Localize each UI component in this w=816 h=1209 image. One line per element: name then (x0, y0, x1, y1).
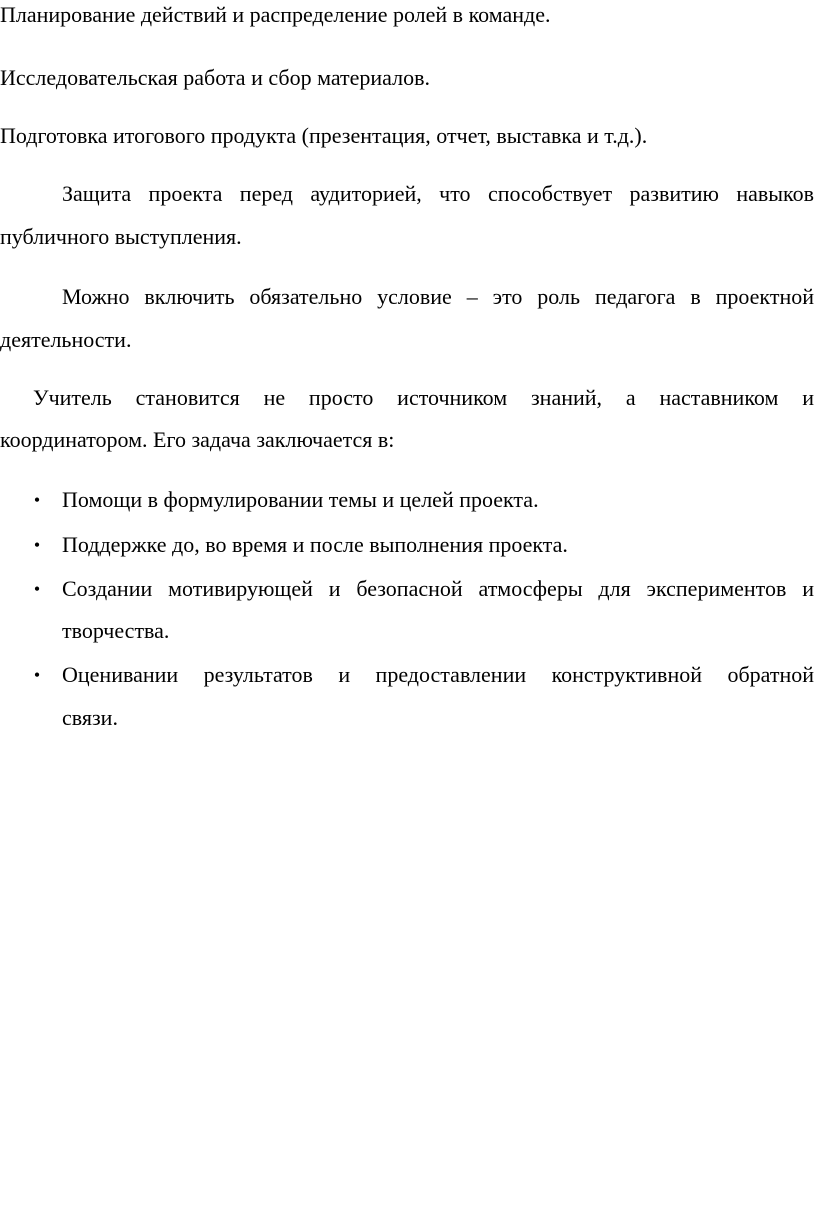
condition-paragraph-line2: деятельности. (0, 327, 132, 352)
task-text-continued: связи. (62, 705, 118, 730)
task-text-continued: творчества. (62, 618, 170, 643)
step-research: Исследовательская работа и сбор материалов. (0, 65, 431, 90)
condition-paragraph-line1: Можно включить обязательно условие – это роль педагога в проектной (62, 284, 814, 309)
bullet-icon: • (33, 490, 41, 510)
task-text: Оценивании результатов и предоставлении конструктивной обратной (62, 662, 814, 687)
teacher-paragraph-line1: Учитель становится не просто источником знаний, а наставником и (33, 385, 814, 410)
step-planning: Планирование действий и распределение ролей в команде. (0, 2, 551, 27)
defense-paragraph-line1: Защита проекта перед аудиторией, что способствует развитию навыков (62, 181, 814, 206)
teacher-paragraph-line2: координатором. Его задача заключается в: (0, 427, 395, 452)
task-text: Поддержке до, во время и после выполнения проекта. (62, 532, 568, 557)
bullet-icon: • (33, 535, 41, 555)
bullet-icon: • (33, 665, 41, 685)
task-text: Создании мотивирующей и безопасной атмосферы для экспериментов и (62, 576, 814, 601)
step-product: Подготовка итогового продукта (презентация, отчет, выставка и т.д.). (0, 123, 648, 148)
task-text: Помощи в формулировании темы и целей проекта. (62, 487, 539, 512)
defense-paragraph-line2: публичного выступления. (0, 224, 242, 249)
bullet-icon: • (33, 579, 41, 599)
